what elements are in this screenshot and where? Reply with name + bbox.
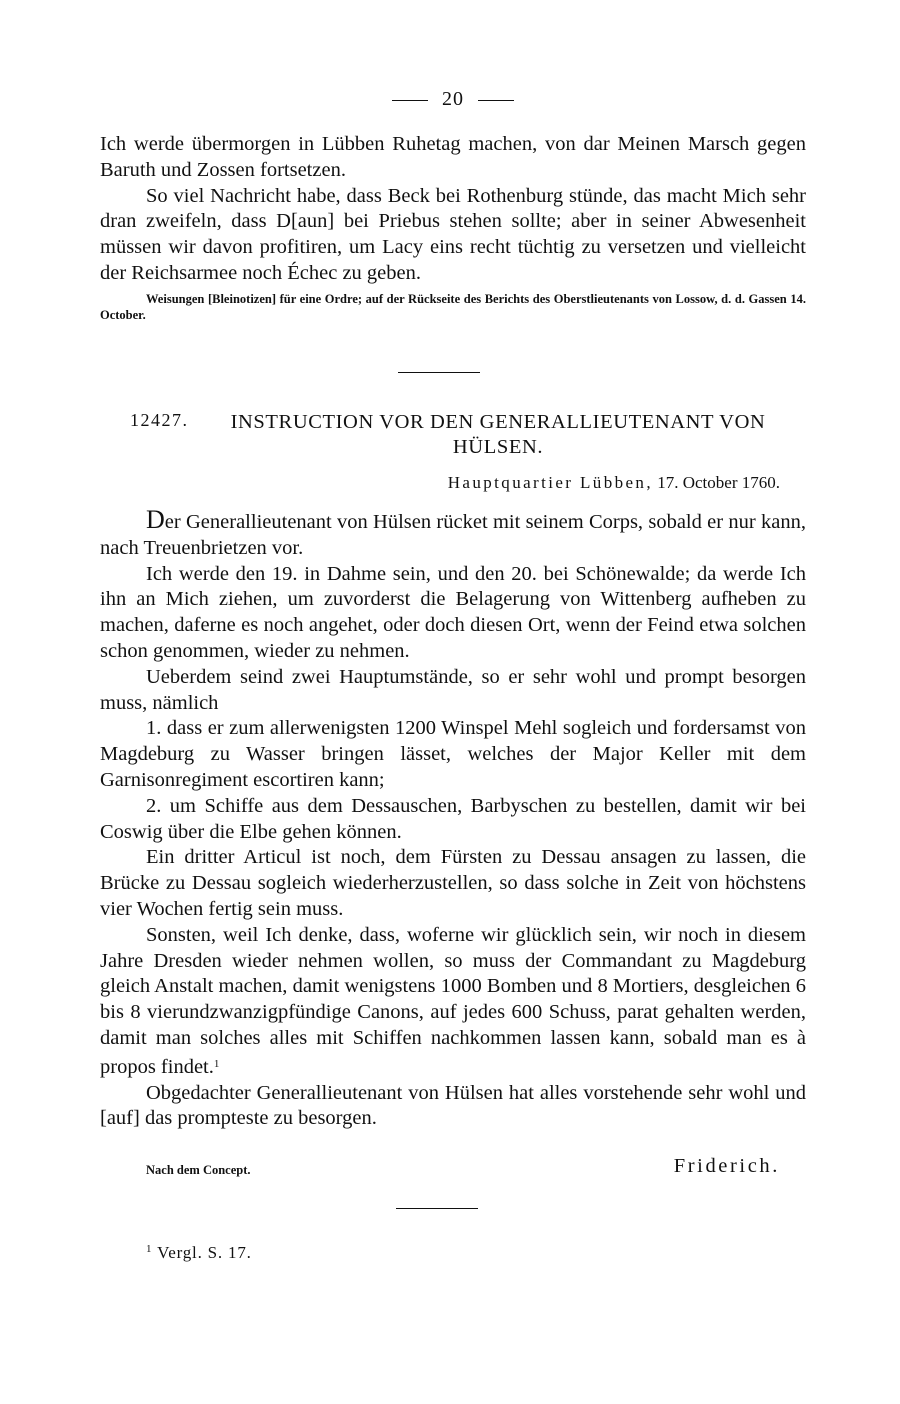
intro-paragraph-2: So viel Nachricht habe, dass Beck bei Rothenburg stünde, das macht Mich sehr dran zweifeln, dass D[aun] bei Priebus stehen sollte; aber in seiner Abwesenheit müssen wir davon profitiren, um Lacy eins recht tüchtig zu versetzen und vielleicht der Reichsarmee noch Échec zu geben.: [100, 184, 806, 284]
page-number: 20: [442, 88, 464, 110]
body-paragraph-5: [100, 923, 806, 1081]
body-paragraph-1: [100, 507, 806, 562]
body-paragraph-2: Ich werde den 19. in Dahme sein, und den 20. bei Schönewalde; da werde Ich ihn an Mich ziehen, um zuvorderst die Belagerung von Wittenberg aufheben zu machen, daferne es noch angehet, oder doch diesen Ort, wenn der Feind etwa solchen schon genommen, wieder zu nehmen.: [100, 562, 806, 662]
section-divider-top: [398, 372, 480, 373]
dateline-place: Hauptquartier Lübben,: [447, 473, 653, 492]
header-dash-right: [478, 100, 514, 101]
body-paragraph-4: Ein dritter Articul ist noch, dem Fürsten zu Dessau ansagen zu lassen, die Brücke zu Dessau sogleich wiederherzustellen, so dass solche in Zeit von höchstens vier Wochen fertig sein muss.: [100, 846, 806, 920]
intro-paragraph-1: Ich werde übermorgen in Lübben Ruhetag machen, von dar Meinen Marsch gegen Baruth und Zossen fortsetzen.: [100, 133, 806, 181]
intro-editorial-note: Weisungen [Bleinotizen] für eine Ordre; auf der Rückseite des Berichts des Oberstlieutenants von Lossow, d. d. Gassen 14. October.: [100, 291, 806, 322]
dateline-date: 17. October 1760.: [657, 473, 780, 492]
body-list-item-2: 2. um Schiffe aus dem Dessauschen, Barbyschen zu bestellen, damit wir bei Coswig über die Elbe gehen können.: [100, 794, 806, 843]
intro-section: [100, 132, 806, 323]
footnote-marker: 1: [146, 1243, 153, 1255]
document-title: INSTRUCTION VOR DEN GENERALLIEUTENANT VON HÜLSEN.: [230, 411, 766, 458]
section-divider-bottom: [396, 1208, 478, 1209]
signature: Friderich.: [673, 1155, 780, 1177]
body-first-letter: D: [146, 505, 165, 534]
header-dash-left: [392, 100, 428, 101]
body-paragraph-1-text: er Generallieutenant von Hülsen rücket mit seinem Corps, sobald er nur kann, nach Treuenbrietzen vor.: [100, 511, 806, 559]
footnote-text: Vergl. S. 17.: [157, 1243, 252, 1262]
body-list-item-1: 1. dass er zum allerwenigsten 1200 Winspel Mehl sogleich und fordersamst von Magdeburg zu Wasser bringen lässet, welches der Major Keller mit dem Garnisonregiment escortiren kann;: [100, 717, 806, 791]
body-paragraph-5-text: Sonsten, weil Ich denke, dass, woferne wir glücklich sein, wir noch in diesem Jahre Dresden wieder nehmen wollen, so muss der Commandant zu Magdeburg gleich Anstalt machen, damit wenigstens 1000 Bomben und 8 Mortiers, desgleichen 6 bis 8 vierundzwanzigpfündige Canons, auf jedes 600 Schuss, parat gehalten werden, damit man solches alles mit Schiffen nachkommen lassen kann, sobald man es à propos findet.: [100, 923, 806, 1078]
source-note: Nach dem Concept.: [146, 1163, 251, 1177]
document-number: 12427.: [130, 410, 189, 430]
body-paragraph-3: Ueberdem seind zwei Hauptumstände, so er sehr wohl und prompt besorgen muss, nämlich: [100, 665, 806, 714]
dateline: [100, 473, 780, 493]
body-paragraph-6: Obgedachter Generallieutenant von Hülsen hat alles vorstehende sehr wohl und [auf] das prompteste zu besorgen.: [100, 1081, 806, 1130]
instruction-body: [100, 507, 806, 1132]
footnote: [146, 1243, 252, 1263]
page-header: [100, 88, 806, 111]
footnote-reference: 1: [213, 1057, 220, 1070]
